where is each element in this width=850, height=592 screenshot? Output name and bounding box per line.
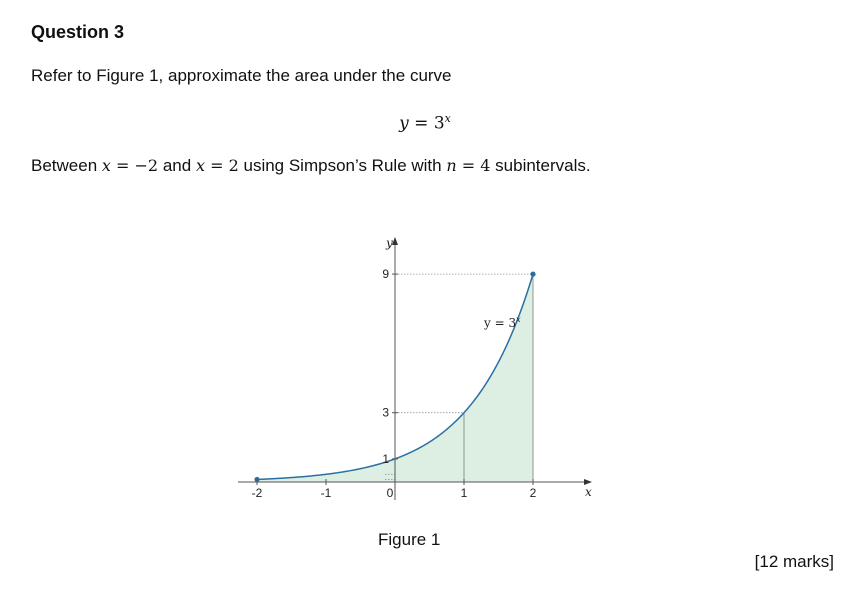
y-axis-arrow-icon xyxy=(392,237,398,245)
x-tick-label: 1 xyxy=(460,486,468,500)
x-tick-label: -2 xyxy=(251,486,263,500)
curve-label-exponent: x xyxy=(516,315,521,324)
text-subintervals: subintervals. xyxy=(495,156,591,175)
var-n: n xyxy=(446,156,457,175)
curve-label-lhs: y = 3 xyxy=(484,316,517,330)
equation-base: 3 xyxy=(433,113,445,134)
equation-equals: = xyxy=(414,113,429,134)
x-tick-label: -1 xyxy=(320,486,332,500)
curve-label xyxy=(483,315,521,330)
var-x-lower: x xyxy=(101,156,111,175)
y-tick-label: 3 xyxy=(382,405,389,420)
n-value: = 4 xyxy=(461,156,491,175)
y-tick-label: 1 xyxy=(382,451,389,466)
curve-endpoint xyxy=(530,272,535,277)
text-between: Between xyxy=(31,156,98,175)
figure-caption: Figure 1 xyxy=(378,530,441,549)
x-tick-label: 2 xyxy=(529,486,537,500)
question-title: Question 3 xyxy=(31,22,125,42)
x-axis-label: x xyxy=(585,485,592,499)
text-method: using Simpson’s Rule with xyxy=(243,156,442,175)
equation-exponent: x xyxy=(444,112,451,125)
lower-limit: = −2 xyxy=(116,156,159,175)
x-tick-label: 0 xyxy=(386,486,394,500)
text-and: and xyxy=(162,156,192,175)
var-x-upper: x xyxy=(195,156,205,175)
question-prompt: Refer to Figure 1, approximate the area under the curve xyxy=(31,66,452,85)
upper-limit: = 2 xyxy=(210,156,239,175)
y-axis-label: y xyxy=(386,236,393,250)
equation-lhs: y xyxy=(399,113,409,134)
y-tick-label: 9 xyxy=(382,267,389,282)
marks-allocation: [12 marks] xyxy=(754,552,834,571)
